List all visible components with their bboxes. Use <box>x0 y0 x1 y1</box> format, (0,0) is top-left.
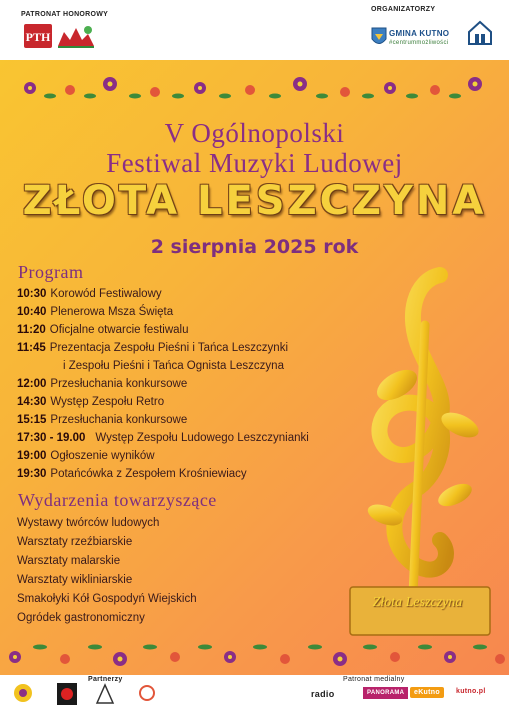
partner-logo-1 <box>8 681 38 707</box>
house-logo-icon <box>466 18 494 48</box>
footer-band <box>0 675 509 720</box>
program-item: 10:30 Korowód Festiwalowy <box>17 288 162 300</box>
program-item: 11:45 Prezentacja Zespołu Pieśni i Tańca Leszczynki <box>17 342 288 354</box>
event-item: Wystawy twórców ludowych <box>17 517 160 529</box>
festival-date: 2 sierpnia 2025 rok <box>150 236 359 258</box>
partnerzy-label: Partnerzy <box>88 676 123 683</box>
program-item: 19:00 Ogłoszenie wyników <box>17 450 155 462</box>
program-item: 19:30 Potańcówka z Zespołem Krośniewiacy <box>17 468 247 480</box>
title-line-2: Festiwal Muzyki Ludowej <box>106 148 403 178</box>
program-item: 12:00 Przesłuchania konkursowe <box>17 378 188 390</box>
festival-poster <box>0 60 509 675</box>
program-item: i Zespołu Pieśni i Tańca Ognista Leszczyna <box>63 360 284 372</box>
program-item: 11:20 Oficjalne otwarcie festiwalu <box>17 324 189 336</box>
program-item: 10:40 Plenerowa Msza Święta <box>17 306 174 318</box>
events-heading: Wydarzenia towarzyszące <box>18 490 217 510</box>
event-item: Warsztaty rzeźbiarskie <box>17 536 133 548</box>
media-kutno-pl: kutno.pl <box>456 688 486 695</box>
svg-text:PTH: PTH <box>25 30 51 44</box>
partner-logo-4 <box>137 683 157 703</box>
media-radio: radio <box>311 689 335 699</box>
gmina-tagline: #centrummożliwości <box>389 40 449 46</box>
patronat-medialny-label: Patronat medialny <box>343 676 405 683</box>
gmina-name: GMINA KUTNO <box>389 29 450 38</box>
patronat-label: PATRONAT HONOROWY <box>21 11 109 18</box>
organizatorzy-label: ORGANIZATORZY <box>371 6 436 13</box>
treble-clef-icon <box>345 265 495 645</box>
partner-logo-2 <box>55 681 79 707</box>
program-item: 17:30 - 19.00 Występ Zespołu Ludowego Leszczynianki <box>17 432 309 444</box>
media-panorama: PANORAMA <box>363 687 408 699</box>
partner-logo-3 <box>93 681 117 707</box>
program-item: 15:15 Przesłuchania konkursowe <box>17 414 188 426</box>
program-item: 14:30 Występ Zespołu Retro <box>17 396 165 408</box>
media-ekutno: eKutno <box>410 687 444 698</box>
event-item: Smakołyki Kół Gospodyń Wiejskich <box>17 593 197 605</box>
header-band <box>0 0 509 60</box>
floral-border-top <box>0 66 509 110</box>
clef-caption: Złota Leszczyna <box>372 595 463 610</box>
event-item: Warsztaty wikliniarskie <box>17 574 133 586</box>
gmina-crest-icon <box>370 26 388 48</box>
event-item: Warsztaty malarskie <box>17 555 121 567</box>
title-line-1: V Ogólnopolski <box>164 118 345 148</box>
patron-logos <box>22 22 102 50</box>
floral-border-bottom <box>0 631 509 675</box>
festival-main-title: ZŁOTA LESZCZYNA <box>22 178 487 224</box>
program-heading: Program <box>18 262 84 282</box>
event-item: Ogródek gastronomiczny <box>17 612 145 624</box>
